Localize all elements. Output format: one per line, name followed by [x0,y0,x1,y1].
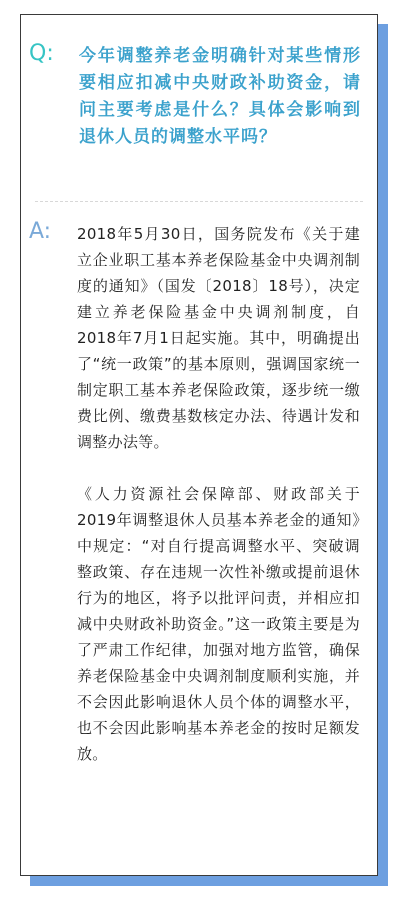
answer-marker: A: [29,219,52,244]
answer-paragraph: 《人力资源社会保障部、财政部关于2019年调整退休人员基本养老金的通知》中规定：“对自行提高调整水平、突破调整政策、存在违规一次性补缴或提前退休行为的地区，将予以批评问责，并相应扣减中央财政补助资金。”这一政策主要是为了严肃工作纪律，加强对地方监管，确保养老保险基金中央调剂制度顺利实施，并不会因此影响退休人员个体的调整水平，也不会因此影响基本养老金的按时足额发放。 [77,485,360,763]
answer-body [77,221,360,767]
divider [35,201,363,202]
answer-paragraph: 2018年5月30日，国务院发布《关于建立企业职工基本养老保险基金中央调剂制度的通知》（国发〔2018〕18号），决定建立养老保险基金中央调剂制度，自2018年7月1日起实施。其中，明确提出了“统一政策”的基本原则，强调国家统一制定职工基本养老保险政策，逐步统一缴费比例、缴费基数核定办法、待遇计发和调整办法等。 [77,225,360,451]
question-marker: Q: [29,41,54,66]
question-text: 今年调整养老金明确针对某些情形要相应扣减中央财政补助资金，请问主要考虑是什么？具体会影响到退休人员的调整水平吗？ [79,46,361,147]
qa-card [20,14,378,876]
